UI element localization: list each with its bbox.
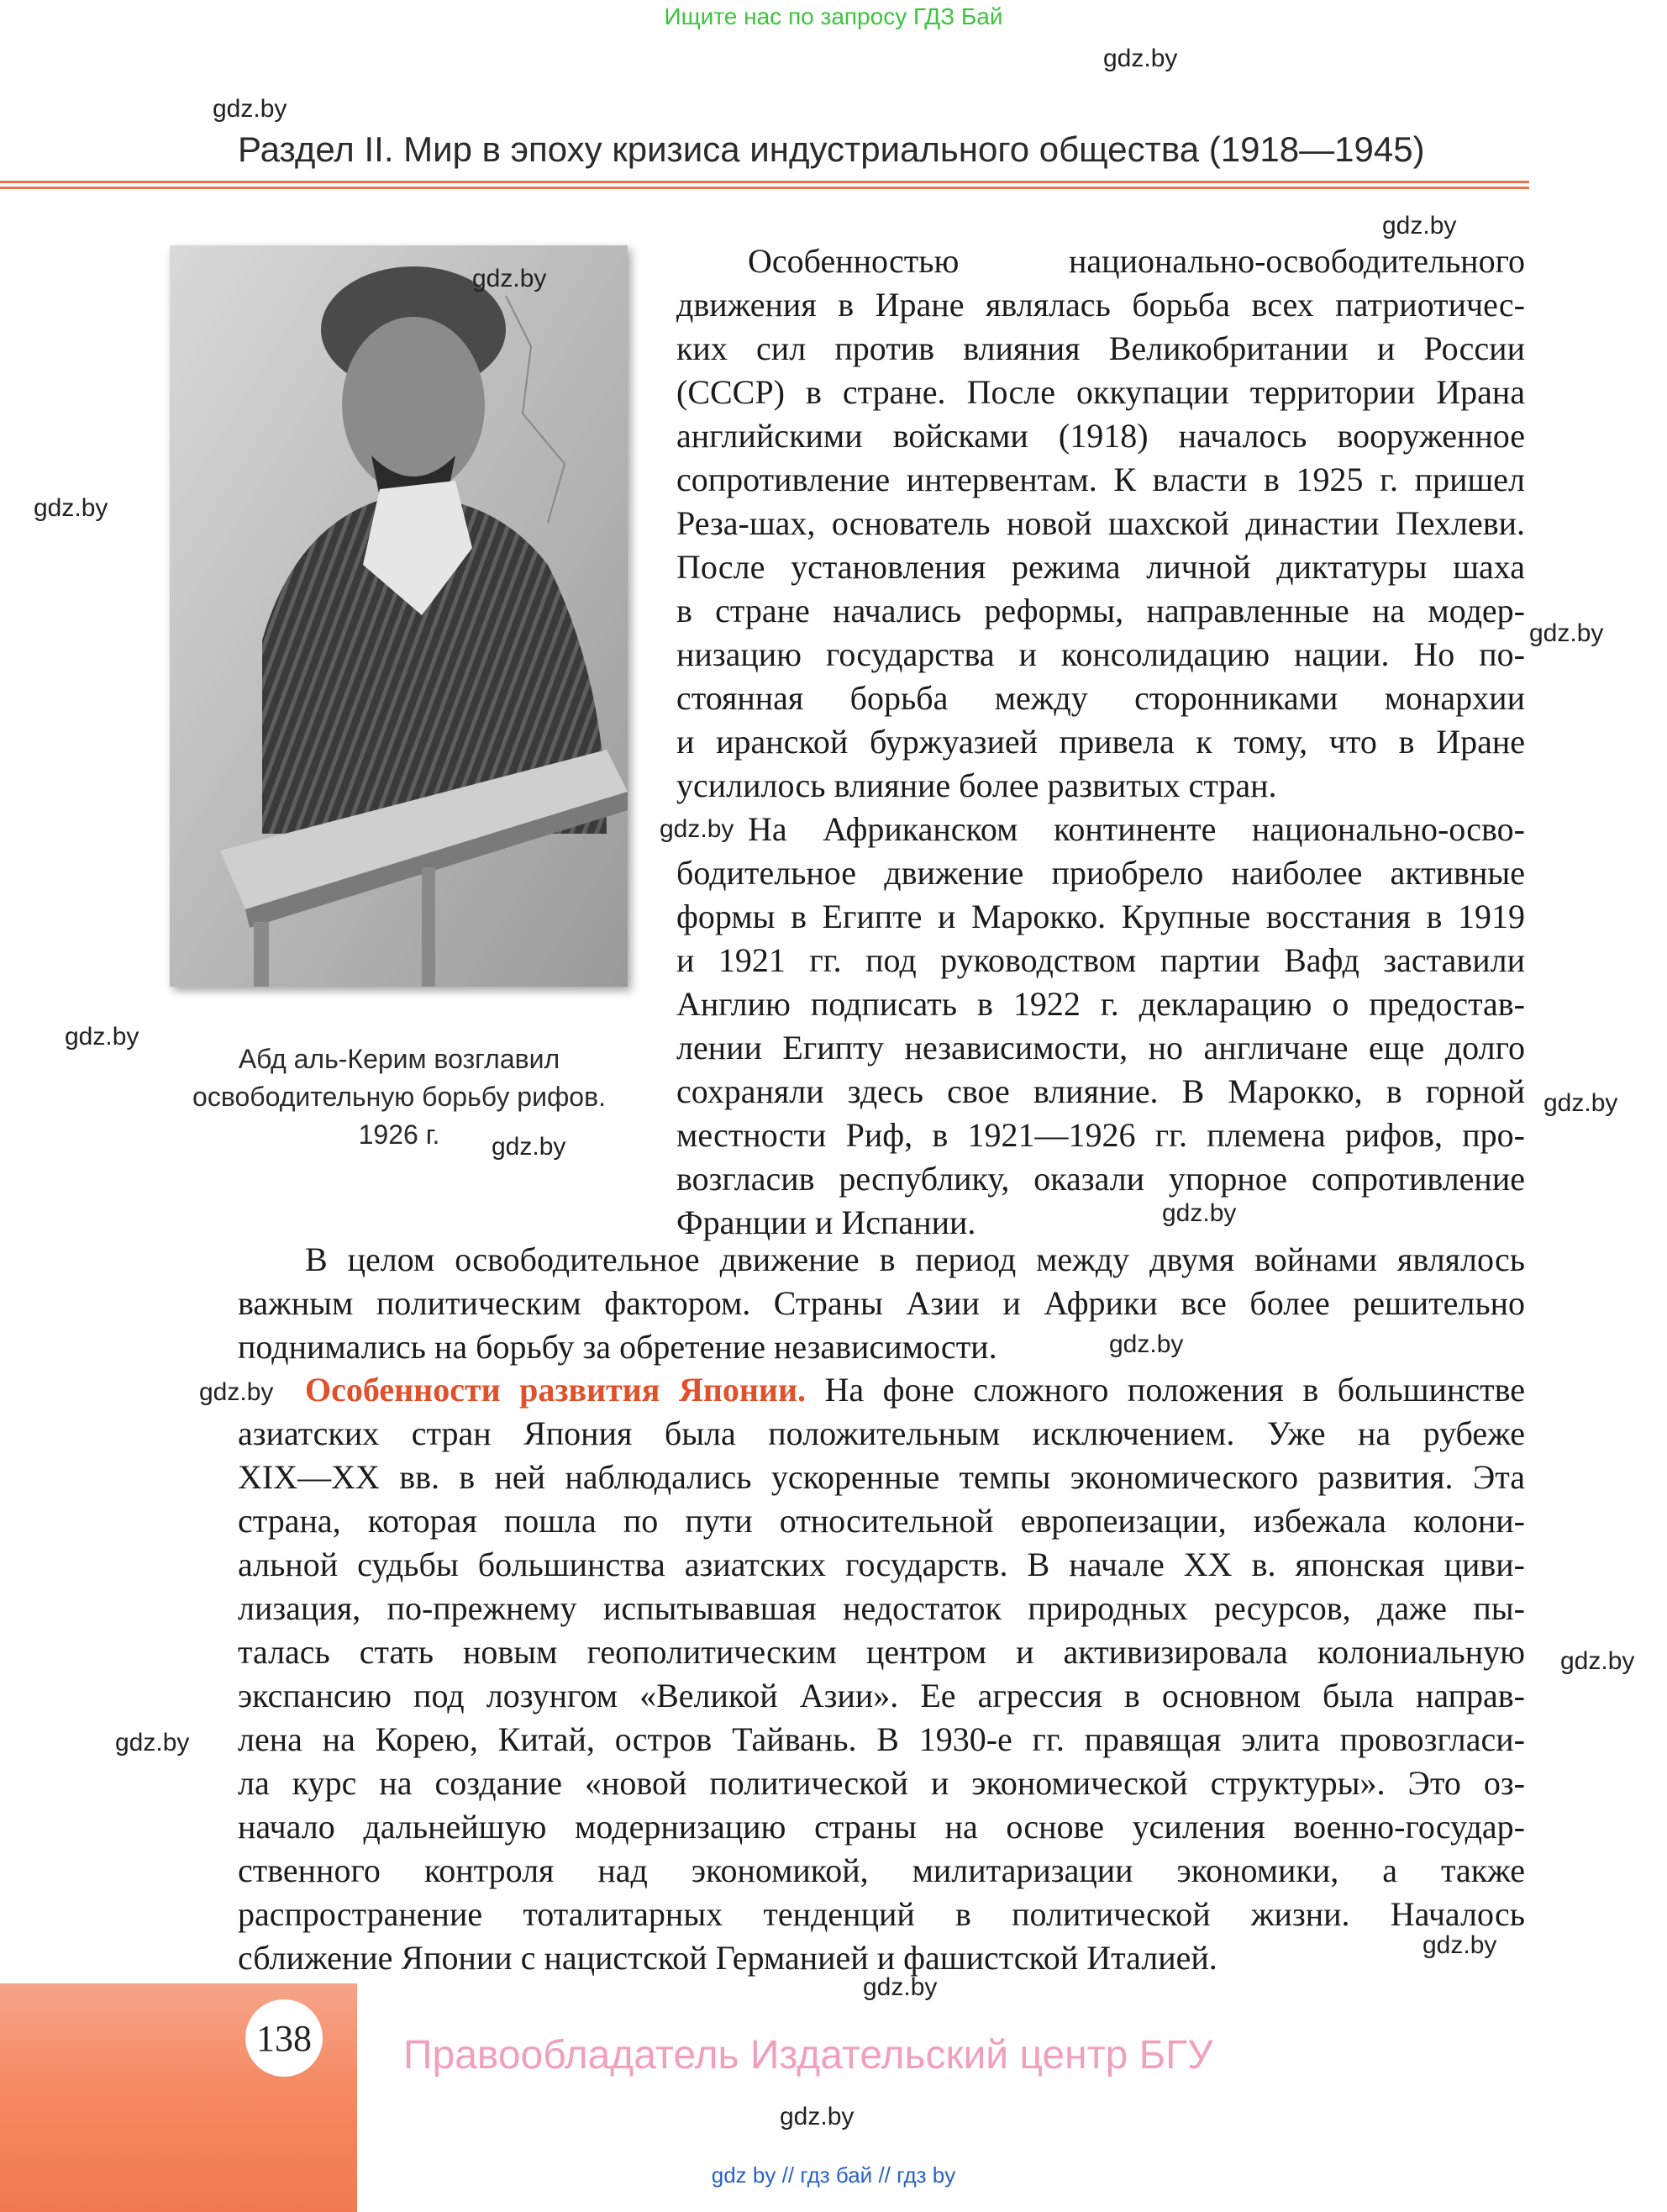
text-line: формы в Египте и Марокко. Крупные восстания в 1919 <box>676 898 1525 935</box>
text-line: ких сил против влияния Великобритании и России <box>676 329 1525 367</box>
text-line: распространение тоталитарных тенденций в политической жизни. Началось <box>238 1895 1525 1933</box>
text-line: движения в Иране являлась борьба всех патриотичес- <box>676 286 1525 324</box>
top-notice: Ищите нас по запросу ГДЗ Бай <box>664 3 1003 29</box>
text-line: в стране начались реформы, направленные на модер- <box>676 592 1525 629</box>
portrait-photo <box>170 245 628 987</box>
footer-separator: // <box>878 2162 891 2188</box>
watermark: gdz.by <box>1560 1647 1635 1675</box>
text-line: поднимались на борьбу за обретение независимости. <box>238 1328 997 1366</box>
watermark: gdz.by <box>115 1729 190 1756</box>
text-line: Особенностью национально-освободительного <box>748 242 1525 280</box>
watermark: gdz.by <box>34 494 108 522</box>
section-heading: Особенности развития Японии. <box>305 1371 807 1409</box>
watermark: gdz.by <box>213 95 287 123</box>
text-line: начало дальнейшую модернизацию страны на основе усиления военно-государ- <box>238 1808 1525 1846</box>
japan-first-line <box>238 1368 1525 1412</box>
watermark: gdz.by <box>1162 1199 1237 1227</box>
text-line: страна, которая пошла по пути относительной европеизации, избежала колони- <box>238 1502 1525 1540</box>
footer-link[interactable]: гдз by <box>897 2162 956 2188</box>
watermark: gdz.by <box>1543 1089 1618 1117</box>
text-line: экспансию под лозунгом «Великой Азии». Ее агрессия в основном была направ- <box>238 1677 1525 1714</box>
section-header-title: Раздел II. Мир в эпоху кризиса индустриального общества (1918—1945) <box>238 129 1425 169</box>
watermark: gdz.by <box>492 1133 566 1161</box>
photo-caption <box>160 1040 639 1154</box>
text-line: XIX—XX вв. в ней наблюдались ускоренные темпы экономического развития. Эта <box>238 1458 1525 1496</box>
text-line: Англию подписать в 1922 г. декларацию о предостав- <box>676 985 1525 1023</box>
text-line: После установления режима личной диктатуры шаха <box>676 548 1525 586</box>
text-line: бодительное движение приобрело наиболее активные <box>676 854 1525 892</box>
caption-line: Абд аль-Керим возглавил <box>238 1044 560 1074</box>
text-line: альной судьбы большинства азиатских государств. В начале XX в. японская циви- <box>238 1546 1525 1583</box>
text-line: возгласив республику, оказали упорное сопротивление <box>676 1160 1525 1198</box>
watermark: gdz.by <box>65 1023 139 1051</box>
header-rule-upper <box>0 181 1529 183</box>
text-line: Реза-шах, основатель новой шахской династии Пехлеви. <box>676 504 1525 542</box>
text-line: важным политическим фактором. Страны Азии и Африки все более решительно <box>238 1284 1525 1322</box>
footer-link[interactable]: гдз бай <box>800 2162 873 2188</box>
text-line: азиатских стран Япония была положительным исключением. Уже на рубеже <box>238 1414 1525 1452</box>
japan-section <box>238 1368 1525 1980</box>
text-line: сопротивление интервентам. К власти в 1925 г. пришел <box>676 461 1525 498</box>
text-line: и иранской буржуазией привела к тому, что в Иране <box>676 723 1525 761</box>
watermark: gdz.by <box>1382 212 1457 240</box>
footer-links <box>0 2162 1667 2188</box>
watermark: gdz.by <box>199 1378 274 1406</box>
caption-line: освободительную борьбу рифов. <box>192 1082 606 1112</box>
right-column-text <box>676 240 1525 1245</box>
caption-line: 1926 г. <box>358 1119 440 1150</box>
text-line: Франции и Испании. <box>676 1203 976 1241</box>
text-line: лизация, по-прежнему испытывавшая недостаток природных ресурсов, даже пы- <box>238 1589 1525 1627</box>
text-line: лении Египту независимости, но англичане еще долго <box>676 1029 1525 1066</box>
watermark: gdz.by <box>1109 1330 1184 1358</box>
text-line: ственного контроля над экономикой, милитаризации экономики, а также <box>238 1851 1525 1889</box>
text-line: ла курс на создание «новой политической и экономической структуры». Это оз- <box>238 1764 1525 1802</box>
text-line: сохраняли здесь свое влияние. В Марокко, в горной <box>676 1072 1525 1110</box>
text-line: талась стать новым геополитическим центром и активизировала колониальную <box>238 1633 1525 1671</box>
text-line: усилилось влияние более развитых стран. <box>676 766 1277 804</box>
text-line: (СССР) в стране. После оккупации территории Ирана <box>676 373 1525 411</box>
text-line: низацию государства и консолидацию нации. Но по- <box>676 635 1525 673</box>
text-line: лена на Корею, Китай, остров Тайвань. В 1930-е гг. правящая элита провозгласи- <box>238 1720 1525 1758</box>
text-line: На Африканском континенте национально-осво- <box>748 810 1525 848</box>
text-line: сближение Японии с нацистской Германией и фашистской Италией. <box>238 1939 1217 1977</box>
text-line: В целом освободительное движение в период между двумя войнами являлось <box>305 1240 1525 1278</box>
text-line: английскими войсками (1918) началось вооруженное <box>676 417 1525 455</box>
watermark: gdz.by <box>472 265 547 292</box>
header-rule-lower <box>0 187 1529 189</box>
paragraph-summary <box>238 1238 1525 1369</box>
text-line: и 1921 гг. под руководством партии Вафд заставили <box>676 941 1525 979</box>
footer-separator: // <box>781 2162 795 2188</box>
text-line: местности Риф, в 1921—1926 гг. племена рифов, про- <box>676 1116 1525 1154</box>
watermark: gdz.by <box>1103 45 1178 72</box>
text-line: стоянная борьба между сторонниками монархии <box>676 679 1525 717</box>
watermark: gdz.by <box>1529 619 1604 647</box>
watermark: gdz.by <box>780 2103 855 2130</box>
footer-link[interactable]: gdz by <box>711 2162 776 2188</box>
watermark: gdz.by <box>660 815 734 843</box>
copyright-notice: Правообладатель Издательский центр БГУ <box>403 2033 1213 2078</box>
page-number: 138 <box>245 1999 323 2077</box>
watermark: gdz.by <box>1422 1931 1497 1959</box>
text-span: На фоне сложного положения в большинстве <box>806 1371 1525 1409</box>
watermark: gdz.by <box>863 1973 938 2001</box>
